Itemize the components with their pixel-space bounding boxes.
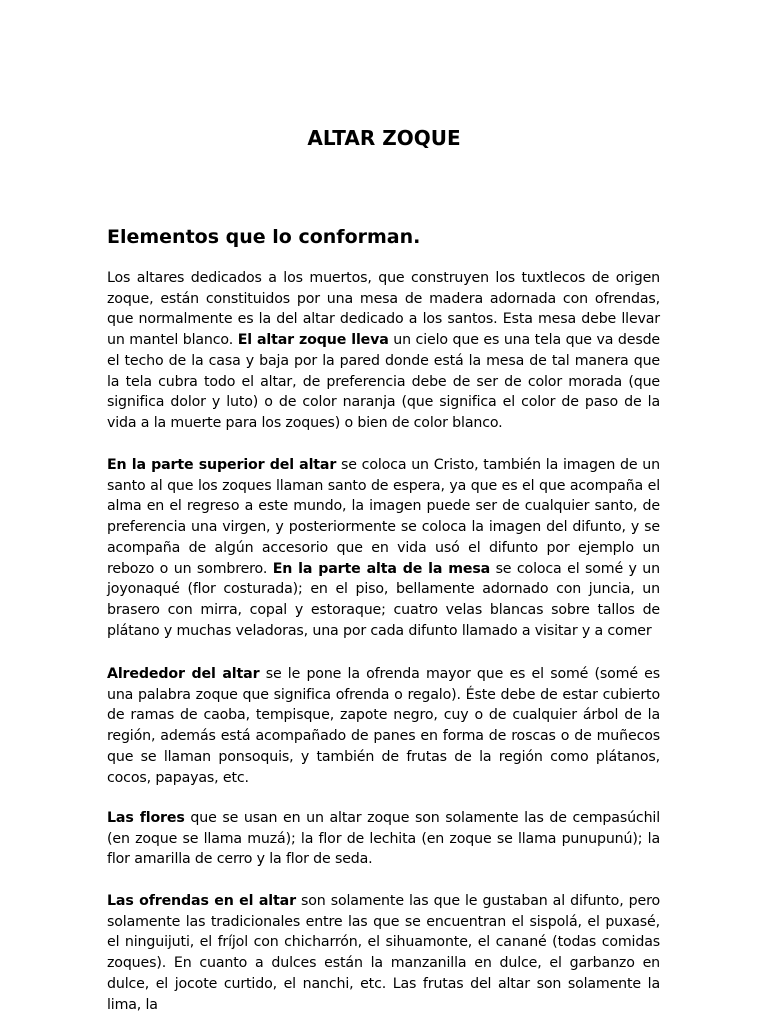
paragraph-2-text-a: se coloca un Cristo, también la imagen de un santo al que los zoques llaman santo de espera, ya que es el que acompaña el alma en el regreso a este mundo, la imagen puede ser de cualquier santo, de preferencia una virgen, y posteriormente se coloca la imagen del difunto, y se acompaña de algún accesorio que en vida usó el difunto por ejemplo un rebozo o un sombrero. <box>107 457 660 577</box>
paragraph-3-bold-a: Alrededor del altar <box>107 666 260 682</box>
paragraph-4-bold-a: Las flores <box>107 810 185 826</box>
section-heading: Elementos que lo conforman. <box>107 226 421 248</box>
paragraph-5 <box>107 891 660 1015</box>
document-title: ALTAR ZOQUE <box>307 126 461 150</box>
paragraph-1-text-a: Los altares dedicados a los muertos, que construyen los tuxtlecos de origen zoque, están constituidos por una mesa de madera adornada con ofrendas, que normalmente es la del altar dedicado a los santos. Esta mesa debe llevar un mantel blanco. <box>107 270 660 349</box>
paragraph-1-text-b: un cielo que es una tela que va desde el techo de la casa y baja por la pared donde está la mesa de tal manera que la tela cubra todo el altar, de preferencia debe de ser de color morada (que significa dolor y luto) o de color naranja (que significa el color de paso de la vida a la muerte para los zoques) o bien de color blanco. <box>107 332 660 431</box>
paragraph-1 <box>107 268 660 434</box>
paragraph-2-bold-b: En la parte alta de la mesa <box>272 560 491 577</box>
paragraph-3-text-a: se le pone la ofrenda mayor que es el somé (somé es una palabra zoque que significa ofrenda o regalo). Éste debe de estar cubierto de ramas de caoba, tempisque, zapote negro, cuy o de cualquier árbol de la región, además está acompañado de panes en forma de roscas o de muñecos que se llaman ponsoquis, y también de frutas de la región como plátanos, cocos, papayas, etc. <box>107 666 660 786</box>
paragraph-1-bold-a: El altar zoque lleva <box>237 332 389 349</box>
paragraph-2-text-b: se coloca el somé y un joyonaqué (flor costurada); en el piso, bellamente adornado con juncia, un brasero con mirra, copal y estoraque; cuatro velas blancas sobre tallos de plátano y muchas veladoras, una por cada difunto llamado a visitar y a comer <box>107 560 660 639</box>
paragraph-4-text-a: que se usan en un altar zoque son solamente las de cempasúchil (en zoque se llama muzá); la flor de lechita (en zoque se llama punupunú); la flor amarilla de cerro y la flor de seda. <box>107 810 660 868</box>
paragraph-2 <box>107 455 660 641</box>
paragraph-4 <box>107 808 660 870</box>
paragraph-5-bold-a: Las ofrendas en el altar <box>107 893 296 909</box>
paragraph-3 <box>107 664 660 788</box>
paragraph-5-text-a: son solamente las que le gustaban al difunto, pero solamente las tradicionales entre las que se encuentran el sispolá, el puxasé, el ninguijuti, el fríjol con chicharrón, el sihuamonte, el canané (todas comidas zoques). En cuanto a dulces están la manzanilla en dulce, el garbanzo en dulce, el jocote curtido, el nanchi, etc. Las frutas del altar son solamente la lima, la <box>107 893 660 1013</box>
paragraph-2-bold-a: En la parte superior del altar <box>107 457 337 473</box>
